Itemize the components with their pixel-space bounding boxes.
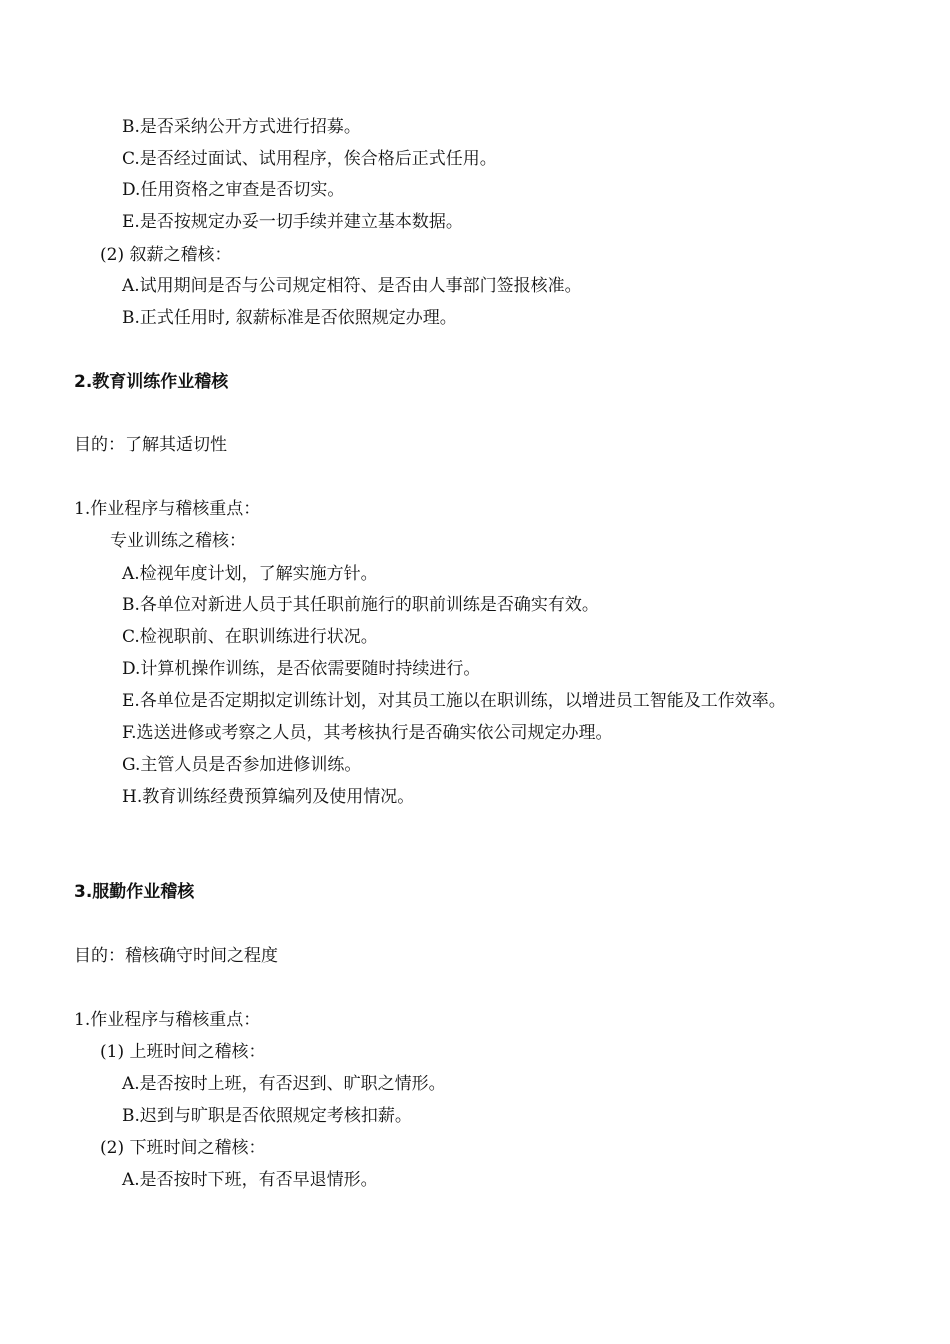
list-item: B.正式任用时, 叙薪标准是否依照规定办理。 [122, 308, 457, 328]
list-item: A.检视年度计划，了解实施方针。 [122, 564, 378, 584]
subsection-title: (1) 上班时间之稽核： [100, 1042, 266, 1062]
list-item: B.是否采纳公开方式进行招募。 [122, 117, 361, 137]
purpose-text: 目的：了解其适切性 [74, 435, 227, 455]
list-item: B.各单位对新进人员于其任职前施行的职前训练是否确实有效。 [122, 595, 599, 615]
list-item: B.迟到与旷职是否依照规定考核扣薪。 [122, 1106, 412, 1126]
list-item: D.任用资格之审查是否切实。 [122, 180, 345, 200]
list-item: H.教育训练经费预算编列及使用情况。 [122, 787, 415, 807]
list-item: A.是否按时下班，有否早退情形。 [122, 1170, 378, 1190]
list-item: C.检视职前、在职训练进行状况。 [122, 627, 378, 647]
section-heading: 2.教育训练作业稽核 [74, 372, 229, 392]
list-item: A.是否按时上班，有否迟到、旷职之情形。 [122, 1074, 446, 1094]
subsection-title: 专业训练之稽核： [110, 531, 246, 551]
section-heading: 3.服勤作业稽核 [74, 882, 195, 902]
procedure-title: 1.作业程序与稽核重点： [74, 499, 261, 519]
purpose-text: 目的：稽核确守时间之程度 [74, 946, 278, 966]
subsection-title: (2) 下班时间之稽核： [100, 1138, 266, 1158]
list-item: F.选送进修或考察之人员，其考核执行是否确实依公司规定办理。 [122, 723, 613, 743]
list-item: E.是否按规定办妥一切手续并建立基本数据。 [122, 212, 463, 232]
list-item: D.计算机操作训练，是否依需要随时持续进行。 [122, 659, 481, 679]
subsection-title: (2) 叙薪之稽核： [100, 245, 232, 265]
list-item: E.各单位是否定期拟定训练计划，对其员工施以在职训练，以增进员工智能及工作效率。 [122, 691, 786, 711]
list-item: A.试用期间是否与公司规定相符、是否由人事部门签报核准。 [122, 276, 582, 296]
procedure-title: 1.作业程序与稽核重点： [74, 1010, 261, 1030]
list-item: C.是否经过面试、试用程序，俟合格后正式任用。 [122, 149, 497, 169]
list-item: G.主管人员是否参加进修训练。 [122, 755, 362, 775]
